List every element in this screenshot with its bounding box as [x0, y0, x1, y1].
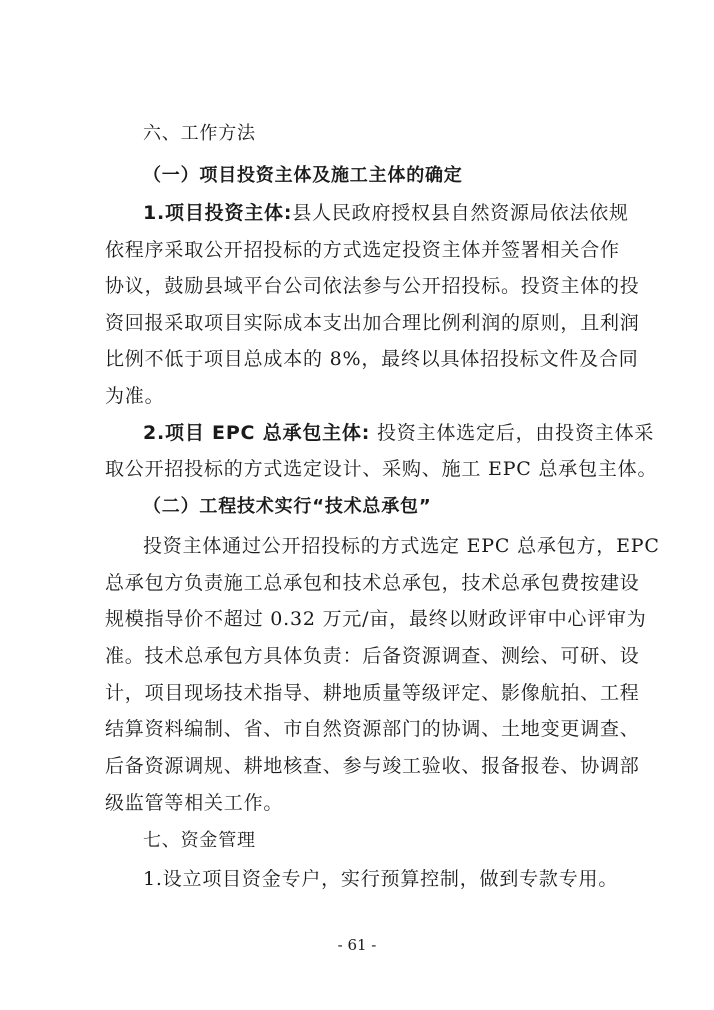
- paragraph-line: 1.设立项目资金专户，实行预算控制，做到专款专用。: [143, 868, 619, 890]
- item-label: 1.项目投资主体:: [143, 202, 293, 224]
- paragraph-line: 结算资料编制、省、市自然资源部门的协调、土地变更调查、: [105, 718, 640, 740]
- item-text: 投资主体选定后，由投资主体采: [370, 422, 655, 444]
- paragraph-line: 总承包方负责施工总承包和技术总承包，技术总承包费按建设: [105, 572, 640, 594]
- subsection-1-heading: （一）项目投资主体及施工主体的确定: [143, 165, 463, 186]
- subsection-2-heading: （二）工程技术实行“技术总承包”: [143, 496, 432, 517]
- paragraph-line: 协议，鼓励县域平台公司依法参与公开招投标。投资主体的投: [105, 275, 640, 297]
- paragraph-line: 为准。: [105, 385, 165, 407]
- paragraph-line: [143, 200, 629, 226]
- page-number: - 61 -: [337, 936, 377, 954]
- paragraph-line: 取公开招投标的方式选定设计、采购、施工 EPC 总承包主体。: [105, 458, 658, 480]
- paragraph-line: 依程序采取公开招投标的方式选定投资主体并签署相关合作: [105, 239, 620, 261]
- paragraph-line: 准。技术总承包方具体负责：后备资源调查、测绘、可研、设: [105, 645, 640, 667]
- item-label: 2.项目 EPC 总承包主体:: [143, 422, 371, 444]
- paragraph-line: 资回报采取项目实际成本支出加合理比例利润的原则，且利润: [105, 312, 640, 334]
- section-6-heading: 六、工作方法: [143, 123, 256, 144]
- paragraph-line: [143, 420, 655, 446]
- section-7-heading: 七、资金管理: [143, 830, 256, 851]
- paragraph-line: 规模指导价不超过 0.32 万元/亩，最终以财政评审中心评审为: [105, 608, 647, 630]
- paragraph-line: 计，项目现场技术指导、耕地质量等级评定、影像航拍、工程: [105, 682, 640, 704]
- paragraph-line: 级监管等相关工作。: [105, 792, 284, 814]
- paragraph-line: 比例不低于项目总成本的 8%，最终以具体招投标文件及合同: [105, 348, 639, 370]
- paragraph-line: 后备资源调规、耕地核查、参与竣工验收、报备报卷、协调部: [105, 755, 640, 777]
- paragraph-line: 投资主体通过公开招投标的方式选定 EPC 总承包方，EPC: [143, 535, 660, 557]
- item-text: 县人民政府授权县自然资源局依法依规: [292, 202, 629, 224]
